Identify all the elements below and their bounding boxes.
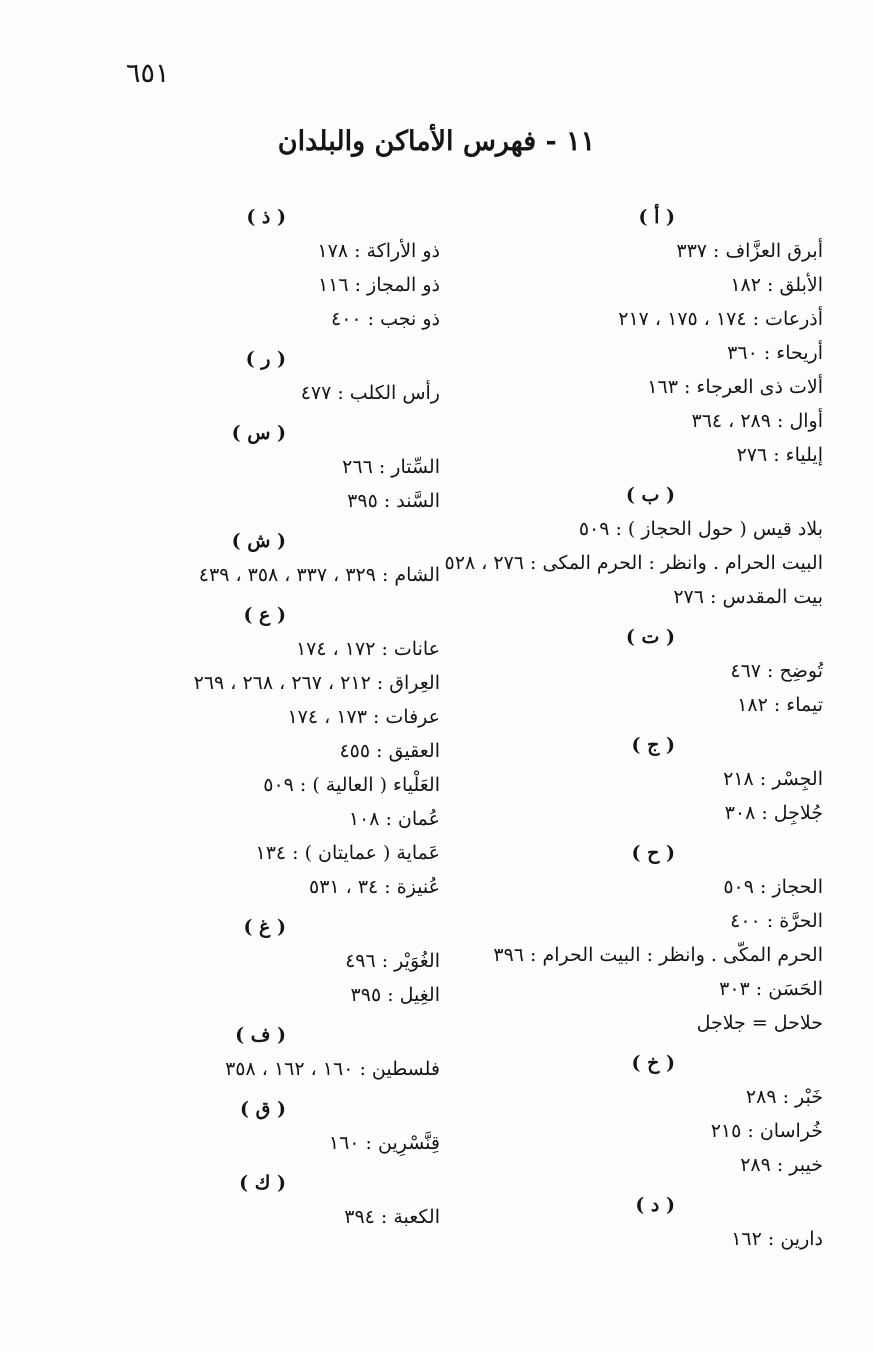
index-entry: العقيق : ٤٥٥ bbox=[339, 740, 440, 762]
letter-heading: ( ج ) bbox=[631, 734, 675, 756]
index-entry: حلاحل = جلاجل bbox=[696, 1012, 823, 1034]
index-entry: فلسطين : ١٦٠ ، ١٦٢ ، ٣٥٨ bbox=[225, 1058, 440, 1080]
letter-heading: ( ق ) bbox=[240, 1098, 286, 1120]
index-entry: أبرق العزَّاف : ٣٣٧ bbox=[676, 240, 823, 262]
index-entry: خيبر : ٢٨٩ bbox=[740, 1154, 823, 1176]
letter-heading: ( د ) bbox=[635, 1194, 675, 1216]
index-entry: أوال : ٢٨٩ ، ٣٦٤ bbox=[691, 410, 823, 432]
letter-heading: ( س ) bbox=[231, 422, 286, 444]
letter-heading: ( ر ) bbox=[245, 348, 286, 370]
index-entry: بلاد قيس ( حول الحجاز ) : ٥٠٩ bbox=[578, 518, 823, 540]
index-entry: جُلاجِل : ٣٠٨ bbox=[724, 802, 823, 824]
index-entry: الحرم المكّى . وانظر : البيت الحرام : ٣٩٦ bbox=[493, 944, 823, 966]
index-entry: خَبْر : ٢٨٩ bbox=[745, 1086, 823, 1108]
index-entry: قِنَّسْرِين : ١٦٠ bbox=[328, 1132, 440, 1154]
index-entry: عانات : ١٧٢ ، ١٧٤ bbox=[295, 638, 440, 660]
index-entry: ذو نجب : ٤٠٠ bbox=[331, 308, 440, 330]
letter-heading: ( ع ) bbox=[243, 604, 286, 626]
letter-heading: ( ذ ) bbox=[246, 206, 286, 228]
index-column-right bbox=[444, 200, 823, 1256]
index-entry: عرفات : ١٧٣ ، ١٧٤ bbox=[287, 706, 440, 728]
letter-heading: ( ك ) bbox=[239, 1172, 286, 1194]
index-entry: ذو الأراكة : ١٧٨ bbox=[317, 240, 440, 262]
letter-heading: ( خ ) bbox=[631, 1052, 675, 1074]
letter-heading: ( ت ) bbox=[625, 626, 675, 648]
letter-heading: ( ف ) bbox=[235, 1024, 286, 1046]
letter-heading: ( غ ) bbox=[243, 916, 286, 938]
index-entry: تُوضِح : ٤٦٧ bbox=[730, 660, 823, 682]
index-entry: الجِسْر : ٢١٨ bbox=[723, 768, 823, 790]
index-entry: ألات ذى العرجاء : ١٦٣ bbox=[647, 376, 823, 398]
letter-heading: ( ح ) bbox=[631, 842, 675, 864]
index-entry: بيت المقدس : ٢٧٦ bbox=[673, 586, 823, 608]
index-entry: خُراسان : ٢١٥ bbox=[710, 1120, 823, 1142]
index-entry: الغِيل : ٣٩٥ bbox=[350, 984, 440, 1006]
index-entry: إيلياء : ٢٧٦ bbox=[736, 444, 823, 466]
index-entry: البيت الحرام . وانظر : الحرم المكى : ٢٧٦ ، ٥٢٨ bbox=[444, 552, 823, 574]
index-entry: دارين : ١٦٢ bbox=[731, 1228, 823, 1250]
index-entry: الشام : ٣٢٩ ، ٣٣٧ ، ٣٥٨ ، ٤٣٩ bbox=[198, 564, 440, 586]
index-entry: عُنيزة : ٣٤ ، ٥٣١ bbox=[309, 876, 440, 898]
index-entry: ذو المجاز : ١١٦ bbox=[317, 274, 440, 296]
index-entry: الأبلق : ١٨٢ bbox=[730, 274, 823, 296]
page-number: ٦٥١ bbox=[126, 58, 170, 89]
letter-heading: ( أ ) bbox=[638, 206, 675, 228]
index-entry: أريحاء : ٣٦٠ bbox=[727, 342, 823, 364]
index-entry: رأس الكلب : ٤٧٧ bbox=[300, 382, 440, 404]
index-entry: تيماء : ١٨٢ bbox=[737, 694, 823, 716]
index-entry: عَماية ( عمايتان ) : ١٣٤ bbox=[255, 842, 440, 864]
index-entry: الحَسَن : ٣٠٣ bbox=[719, 978, 823, 1000]
index-entry: الحرَّة : ٤٠٠ bbox=[730, 910, 823, 932]
letter-heading: ( ش ) bbox=[231, 530, 286, 552]
index-entry: الحجاز : ٥٠٩ bbox=[723, 876, 823, 898]
letter-heading: ( ب ) bbox=[625, 484, 675, 506]
index-column-left bbox=[40, 200, 440, 1234]
index-entry: العِراق : ٢١٢ ، ٢٦٧ ، ٢٦٨ ، ٢٦٩ bbox=[193, 672, 440, 694]
index-entry: أذرعات : ١٧٤ ، ١٧٥ ، ٢١٧ bbox=[618, 308, 823, 330]
index-entry: عُمان : ١٠٨ bbox=[348, 808, 440, 830]
index-entry: السَّند : ٣٩٥ bbox=[347, 490, 440, 512]
index-entry: السِّتار : ٢٦٦ bbox=[342, 456, 440, 478]
index-entry: الغُوَيْر : ٤٩٦ bbox=[345, 950, 440, 972]
index-entry: العَلْياء ( العالية ) : ٥٠٩ bbox=[263, 774, 440, 796]
page-title: ١١ - فهرس الأماكن والبلدان bbox=[277, 126, 596, 157]
index-entry: الكعبة : ٣٩٤ bbox=[344, 1206, 440, 1228]
